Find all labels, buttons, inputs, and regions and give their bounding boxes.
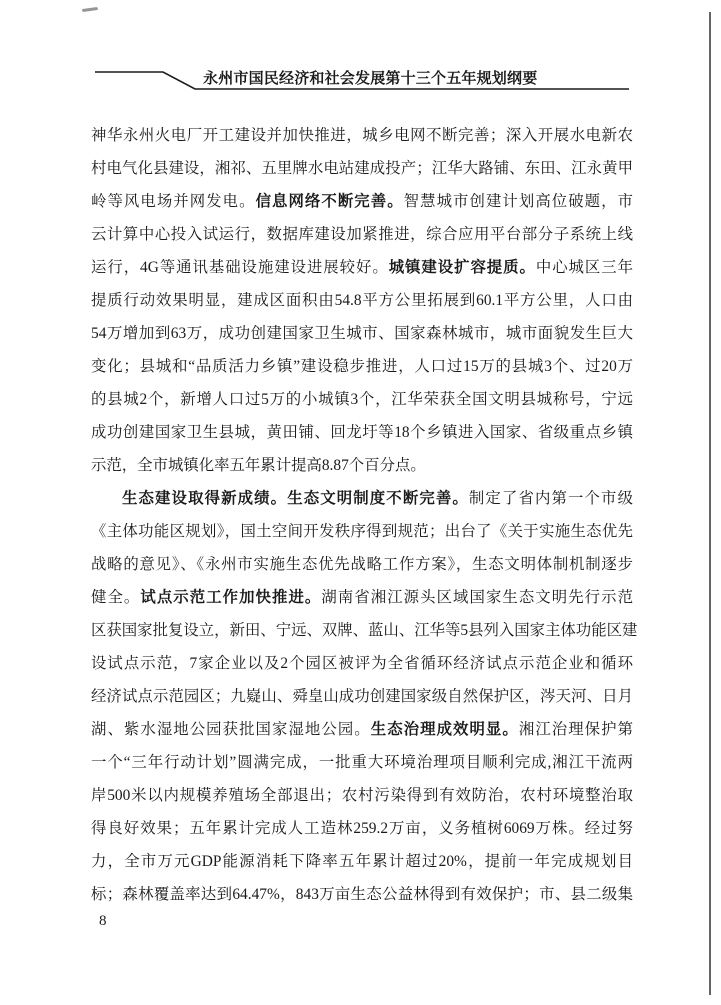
body-text: 健全。 [91, 589, 141, 606]
text-line [91, 416, 633, 449]
body-text: 村电气化县建设，湘祁、五里牌水电站建成投产；江华大路铺、东田、江永黄甲 [91, 160, 633, 177]
emphasis-text: 城镇建设扩容提质。 [388, 259, 536, 276]
body-text: 设试点示范，7家企业以及2个园区被评为全省循环经济试点示范企业和循环 [91, 655, 633, 672]
text-line [91, 482, 633, 515]
body-text: 54万增加到63万，成功创建国家卫生城市、国家森林城市，城市面貌发生巨大 [91, 325, 633, 342]
body-text: 云计算中心投入试运行，数据库建设加紧推进，综合应用平台部分子系统上线 [91, 226, 633, 243]
body-text: 示范，全市城镇化率五年累计提高8.87个百分点。 [91, 457, 426, 474]
body-text: 中心城区三年 [535, 259, 633, 276]
text-line [91, 251, 633, 284]
body-text: 智慧城市创建计划高位破题，市 [403, 193, 633, 210]
body-text: 湘江治理保护第 [518, 721, 633, 738]
text-line [91, 218, 633, 251]
page-edge-line [709, 12, 711, 995]
text-line [91, 449, 633, 482]
body-text: 的县城2个，新增人口过5万的小城镇3个，江华荣获全国文明县城称号，宁远 [91, 391, 633, 408]
body-text: 区获国家批复设立，新田、宁远、双牌、蓝山、江华等5县列入国家主体功能区建 [91, 622, 638, 639]
body-text: 战略的意见》、《永州市实施生态优先战略工作方案》，生态文明体制机制逐步 [91, 556, 633, 573]
scan-artifact-dash [82, 7, 98, 12]
body-text: 湖、紫水湿地公园获批国家湿地公园。 [91, 721, 371, 738]
body-text: 制定了省内第一个市级 [468, 490, 633, 507]
text-line [91, 878, 633, 911]
text-line [91, 383, 633, 416]
text-line [91, 152, 633, 185]
text-line [91, 548, 633, 581]
emphasis-text: 生态治理成效明显。 [370, 721, 519, 738]
body-text: 成功创建国家卫生县城，黄田铺、回龙圩等18个乡镇进入国家、省级重点乡镇 [91, 424, 633, 441]
emphasis-text: 试点示范工作加快推进。 [140, 589, 322, 606]
text-line [91, 515, 633, 548]
text-line [91, 614, 638, 647]
body-text: 运行，4G等通讯基础设施建设进展较好。 [91, 259, 389, 276]
body-text: 标；森林覆盖率达到64.47%，843万亩生态公益林得到有效保护；市、县二级集 [91, 886, 633, 903]
text-line [91, 185, 633, 218]
emphasis-text: 信息网络不断完善。 [255, 193, 404, 210]
body-text: 岭等风电场并网发电。 [91, 193, 256, 210]
text-line [91, 680, 633, 713]
text-line [91, 779, 633, 812]
body-text: 经济试点示范园区；九嶷山、舜皇山成功创建国家级自然保护区，涔天河、日月 [91, 688, 633, 705]
body-text: 《主体功能区规划》，国土空间开发秩序得到规范；出台了《关于实施生态优先 [91, 523, 633, 540]
text-line [91, 119, 633, 152]
document-body [91, 119, 638, 911]
body-text: 湖南省湘江源头区域国家生态文明先行示范 [321, 589, 633, 606]
running-head-title: 永州市国民经济和社会发展第十三个五年规划纲要 [203, 71, 538, 87]
body-text: 一个“三年行动计划”圆满完成，一批重大环境治理项目顺利完成,湘江干流两 [91, 754, 633, 771]
body-text: 得良好效果；五年累计完成人工造林259.2万亩，义务植树6069万株。经过努 [91, 820, 633, 837]
body-text: 岸500米以内规模养殖场全部退出；农村污染得到有效防治，农村环境整治取 [91, 787, 633, 804]
text-line [91, 581, 633, 614]
paragraph [91, 119, 633, 482]
text-line [91, 647, 633, 680]
body-text: 神华永州火电厂开工建设并加快推进，城乡电网不断完善；深入开展水电新农 [91, 127, 633, 144]
text-line [91, 746, 633, 779]
body-text: 提质行动效果明显，建成区面积由54.8平方公里拓展到60.1平方公里，人口由 [91, 292, 633, 309]
text-line [91, 317, 633, 350]
body-text: 力，全市万元GDP能源消耗下降率五年累计超过20%，提前一年完成规划目 [91, 853, 633, 870]
text-line [91, 284, 633, 317]
text-line [91, 713, 633, 746]
body-text: 变化；县城和“品质活力乡镇”建设稳步推进，人口过15万的县城3个、过20万 [91, 358, 633, 375]
paragraph [91, 482, 638, 911]
text-line [91, 812, 633, 845]
text-line [91, 845, 633, 878]
emphasis-text: 生态建设取得新成绩。生态文明制度不断完善。 [122, 490, 469, 507]
page-number: 8 [99, 913, 107, 929]
text-line [91, 350, 633, 383]
